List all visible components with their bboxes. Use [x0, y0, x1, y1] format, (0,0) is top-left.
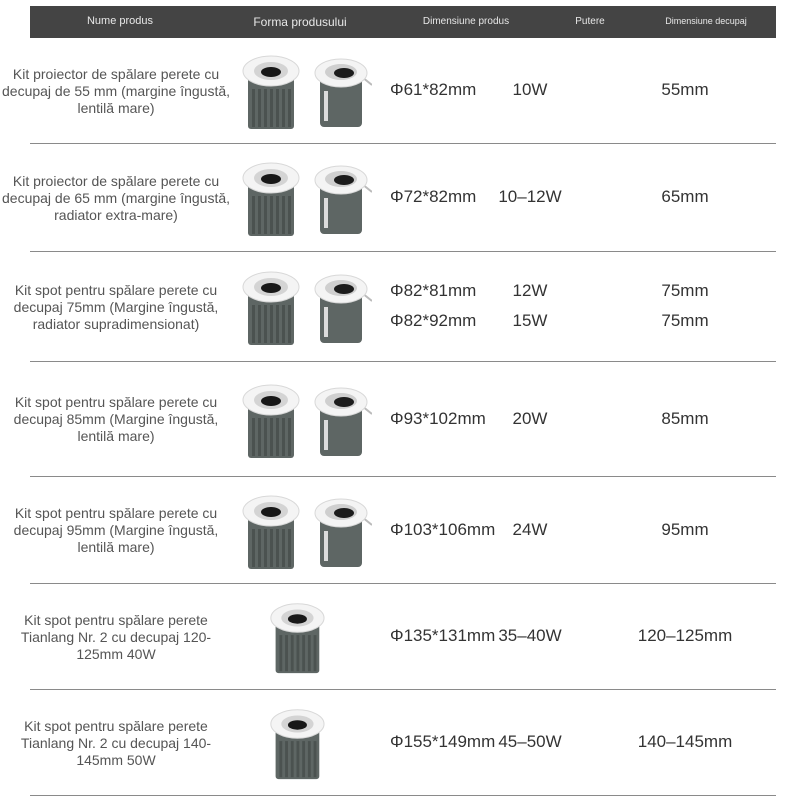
downlight-front-icon — [240, 158, 302, 238]
product-dimension: Φ72*82mm — [390, 187, 477, 206]
spec-values — [380, 362, 780, 477]
power-value: 12W — [512, 281, 548, 300]
product-name: Kit spot pentru spălare perete Tianlang Nr. 2 cu decupaj 120-125mm 40W — [20, 611, 212, 662]
spec-values — [380, 144, 780, 252]
product-dimension: Φ93*102mm — [390, 408, 486, 428]
product-dimension: Φ82*81mm — [390, 281, 477, 300]
product-dimension: Φ155*149mm — [390, 732, 496, 751]
spec-line — [380, 622, 780, 652]
product-dimension: Φ82*92mm — [390, 311, 477, 330]
product-images — [236, 477, 396, 584]
spec-values — [380, 690, 780, 796]
table-header — [30, 6, 776, 38]
product-name: Kit proiector de spălare perete cu decupaj de 55 mm (margine îngustă, lentilă mare) — [2, 65, 231, 116]
product-images — [236, 144, 396, 252]
spec-line — [380, 516, 780, 546]
downlight-front-icon — [240, 380, 302, 460]
spec-values — [380, 252, 780, 362]
spec-values — [380, 584, 780, 690]
power-value: 35–40W — [498, 626, 562, 645]
table-row — [0, 38, 800, 144]
power-value: 45–50W — [498, 732, 562, 751]
header-product-dimension: Dimensiune produs — [422, 15, 510, 27]
power-value: 15W — [512, 311, 548, 330]
header-cutout-size: Dimensiune decupaj — [665, 16, 747, 27]
cutout-size: 75mm — [661, 311, 709, 330]
downlight-tilted-icon — [310, 51, 372, 131]
spec-values — [380, 477, 780, 584]
downlight-single-icon — [268, 599, 327, 675]
cutout-size: 55mm — [661, 80, 709, 99]
spec-line — [380, 728, 780, 758]
product-name: Kit spot pentru spălare perete cu decupaj 85mm (Margine îngustă, lentilă mare) — [13, 394, 219, 444]
product-images — [236, 584, 396, 690]
downlight-front-icon — [240, 491, 302, 571]
product-name: Kit spot pentru spălare perete cu decupaj 75mm (Margine îngustă, radiator supradimensionat) — [13, 281, 219, 332]
table-row — [0, 584, 800, 690]
product-images — [236, 690, 396, 796]
row-divider — [30, 795, 776, 796]
spec-line — [380, 76, 780, 106]
header-product-name: Nume produs — [86, 15, 154, 28]
spec-line — [380, 405, 780, 435]
product-images — [236, 38, 396, 144]
cutout-size: 120–125mm — [637, 626, 733, 645]
downlight-tilted-icon — [310, 380, 372, 460]
table-row — [0, 252, 800, 362]
cutout-size: 65mm — [661, 187, 709, 206]
table-row — [0, 477, 800, 584]
product-dimension: Φ61*82mm — [390, 80, 477, 99]
spec-line — [380, 183, 780, 213]
downlight-tilted-icon — [310, 267, 372, 347]
product-dimension: Φ103*106mm — [390, 519, 496, 539]
spec-line — [380, 277, 780, 307]
cutout-size: 140–145mm — [637, 732, 733, 751]
power-value: 20W — [512, 408, 548, 428]
downlight-front-icon — [240, 267, 302, 347]
table-row — [0, 690, 800, 796]
downlight-single-icon — [268, 705, 327, 781]
product-name: Kit proiector de spălare perete cu decupaj de 65 mm (margine îngustă, radiator extra-mare) — [2, 172, 231, 223]
power-value: 10W — [512, 80, 548, 99]
product-name: Kit spot pentru spălare perete Tianlang Nr. 2 cu decupaj 140-145mm 50W — [20, 717, 212, 768]
table-row — [0, 362, 800, 477]
spec-values — [380, 38, 780, 144]
downlight-tilted-icon — [310, 158, 372, 238]
product-name: Kit spot pentru spălare perete cu decupaj 95mm (Margine îngustă, lentilă mare) — [13, 505, 219, 555]
cutout-size: 95mm — [661, 519, 709, 539]
product-dimension: Φ135*131mm — [390, 626, 496, 645]
header-power: Putere — [575, 15, 605, 27]
cutout-size: 85mm — [661, 408, 709, 428]
power-value: 24W — [512, 519, 548, 539]
downlight-front-icon — [240, 51, 302, 131]
downlight-tilted-icon — [310, 491, 372, 571]
cutout-size: 75mm — [661, 281, 709, 300]
power-value: 10–12W — [498, 187, 562, 206]
spec-line — [380, 307, 780, 337]
product-images — [236, 252, 396, 362]
table-row — [0, 144, 800, 252]
header-product-form: Forma produsului — [253, 14, 347, 29]
product-images — [236, 362, 396, 477]
